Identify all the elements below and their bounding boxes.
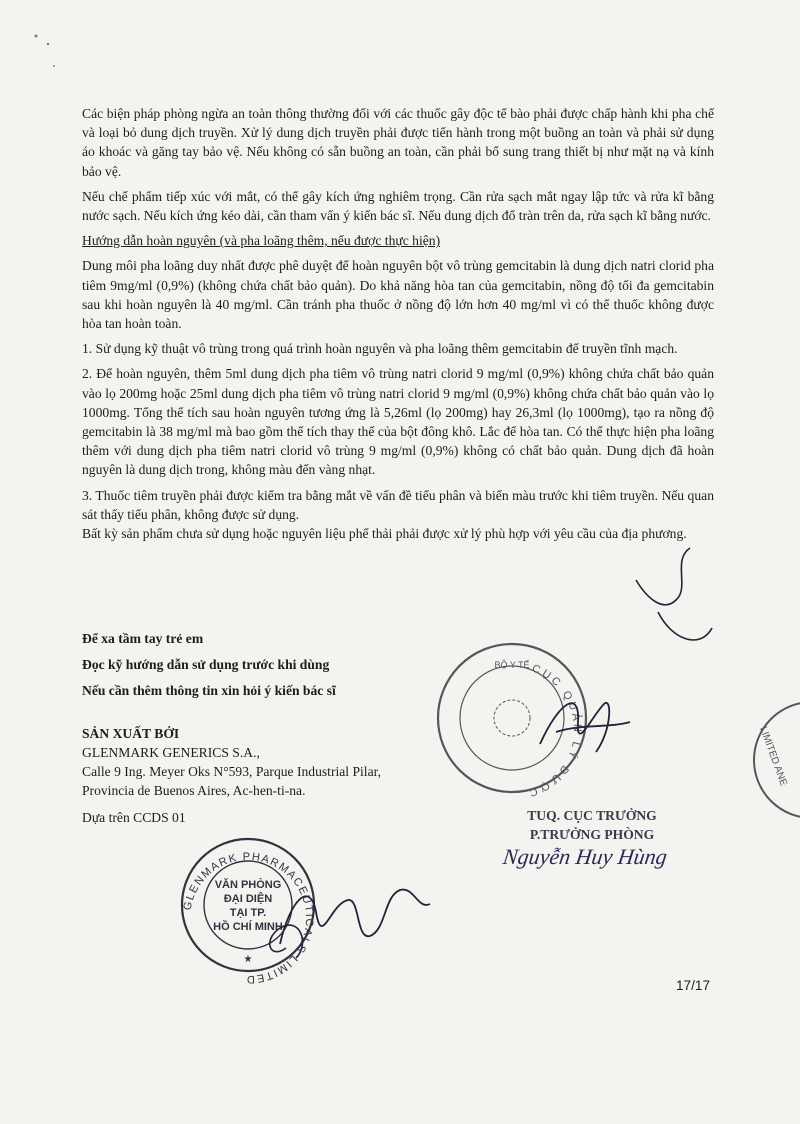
signature-scribble-top bbox=[636, 548, 712, 640]
glenmark-stamp-center-2: ĐẠI DIỆN bbox=[223, 893, 273, 905]
warning-ask-doctor: Nếu cần thêm thông tin xin hỏi ý kiến bác sĩ bbox=[82, 683, 336, 698]
paragraph-diluent: Dung môi pha loãng duy nhất được phê duyệt để hoàn nguyên bột vô trùng gemcitabin là dung dịch natri clorid pha tiêm 9mg/ml (0,9%) (không chứa chất bảo quản). Do khả năng hòa tan của gemcitabin, nồng độ tối đa gemcitabin sau khi hoàn nguyên là 40 mg/ml. Cần tránh pha thuốc ở nồng độ lớn hơn 40 mg/ml vì có thể thuốc không được hòa tan hoàn toàn. bbox=[82, 258, 714, 332]
section-heading-reconstitution: Hướng dẫn hoàn nguyên (và pha loãng thêm, nếu được thực hiện) bbox=[82, 233, 441, 249]
manufacturer-address-1: Calle 9 Ing. Meyer Oks N°593, Parque Industrial Pilar, bbox=[82, 764, 381, 779]
edge-stamp-fragment bbox=[754, 702, 800, 818]
speck-mark bbox=[53, 65, 55, 67]
paragraph-step-1: 1. Sử dụng kỹ thuật vô trùng trong quá trình hoàn nguyên và pha loãng thêm gemcitabin để truyền tĩnh mạch. bbox=[82, 341, 678, 357]
cuc-stamp-ring-text: CỤC QUẢN LÝ DƯỢC bbox=[524, 662, 584, 800]
cuc-quan-ly-duoc-stamp bbox=[438, 644, 586, 799]
edge-stamp-text: LIMITED ANE bbox=[757, 725, 789, 788]
ccds-reference: Dựa trên CCDS 01 bbox=[82, 810, 186, 825]
warning-read-instructions: Đọc kỹ hướng dẫn sử dụng trước khi dùng bbox=[82, 657, 330, 672]
svg-text:CỤC QUẢN LÝ DƯỢC bbox=[525, 663, 584, 800]
speck-mark bbox=[35, 35, 38, 38]
approver-name: Nguyễn Huy Hùng bbox=[501, 844, 669, 869]
glenmark-stamp-ring-text: GLENMARK PHARMACEUTICALS LIMITED bbox=[181, 850, 316, 986]
paragraph-step-2: 2. Để hoàn nguyên, thêm 5ml dung dịch pha tiêm vô trùng natri clorid 9 mg/ml (0,9%) không chứa chất bảo quản vào lọ 200mg hoặc 25ml dung dịch pha tiêm vô trùng natri clorid 9 mg/ml (0,9%) không chứa chất bảo quản vào lọ 1000mg. Tổng thể tích sau hoàn nguyên tương ứng là 5,26ml (lọ 200mg) hay 26,3ml (lọ 1000mg), tạo ra nồng độ gemcitabin là 38 mg/ml mà bao gồm thể tích thay thế của bột đông khô. Lắc để hòa tan. Có thể thực hiện pha loãng thêm với dung dịch pha tiêm natri clorid vô trùng 9 mg/ml (0,9%) không có chất bảo quản. Dung dịch đã hoàn nguyên là dung dịch trong, không màu đến vàng nhạt. bbox=[82, 366, 714, 478]
glenmark-stamp-center-4: HỒ CHÍ MINH bbox=[213, 921, 283, 933]
speck-mark bbox=[47, 43, 49, 45]
manufacturer-address-2: Provincia de Buenos Aires, Ac-hen-ti-na. bbox=[82, 783, 306, 798]
glenmark-stamp-center-3: TẠI TP. bbox=[229, 907, 267, 919]
glenmark-stamp-center-1: VĂN PHÒNG bbox=[214, 879, 282, 891]
paragraph-disposal: Bất kỳ sản phẩm chưa sử dụng hoặc nguyên liệu phế thải phải được xử lý phù hợp với yêu cầu của địa phương. bbox=[82, 526, 687, 542]
manufacturer-name: GLENMARK GENERICS S.A., bbox=[82, 745, 260, 760]
paragraph-eye-contact: Nếu chế phẩm tiếp xúc với mắt, có thể gây kích ứng nghiêm trọng. Cần rửa sạch mắt ngay lập tức và rửa kĩ bằng nước sạch. Nếu kích ứng kéo dài, cần tham vấn ý kiến bác sĩ. Nếu dung dịch đổ tràn trên da, rửa sạch kĩ bằng nước. bbox=[82, 188, 714, 224]
manufacturer-title: SẢN XUẤT BỞI bbox=[82, 726, 180, 741]
star-icon: ★ bbox=[243, 954, 253, 965]
glenmark-stamp bbox=[181, 839, 315, 985]
paragraph-safety: Các biện pháp phòng ngừa an toàn thông thường đối với các thuốc gây độc tế bào phải được chấp hành khi pha chế và loại bỏ dung dịch truyền. Xử lý dung dịch truyền phải được tiến hành trong một buồng an toàn và phải sử dụng áo khoác và găng tay bảo vệ. Nếu không có sẵn buồng an toàn, cần phải bổ sung trang thiết bị như mặt nạ và kính bảo vệ. bbox=[82, 106, 714, 179]
approval-title-1: TUQ. CỤC TRƯỞNG bbox=[527, 808, 657, 823]
cuc-stamp-top-text: BỘ Y TẾ bbox=[494, 660, 530, 670]
approval-title-2: P.TRƯỞNG PHÒNG bbox=[529, 827, 655, 842]
page-number: 17/17 bbox=[676, 978, 711, 993]
warning-keep-away: Để xa tầm tay trẻ em bbox=[82, 631, 204, 646]
paragraph-step-3: 3. Thuốc tiêm truyền phải được kiểm tra bằng mắt về vấn đề tiểu phân và biến màu trước khi tiêm truyền. Nếu quan sát thấy tiểu phân, không được sử dụng. bbox=[82, 487, 714, 522]
